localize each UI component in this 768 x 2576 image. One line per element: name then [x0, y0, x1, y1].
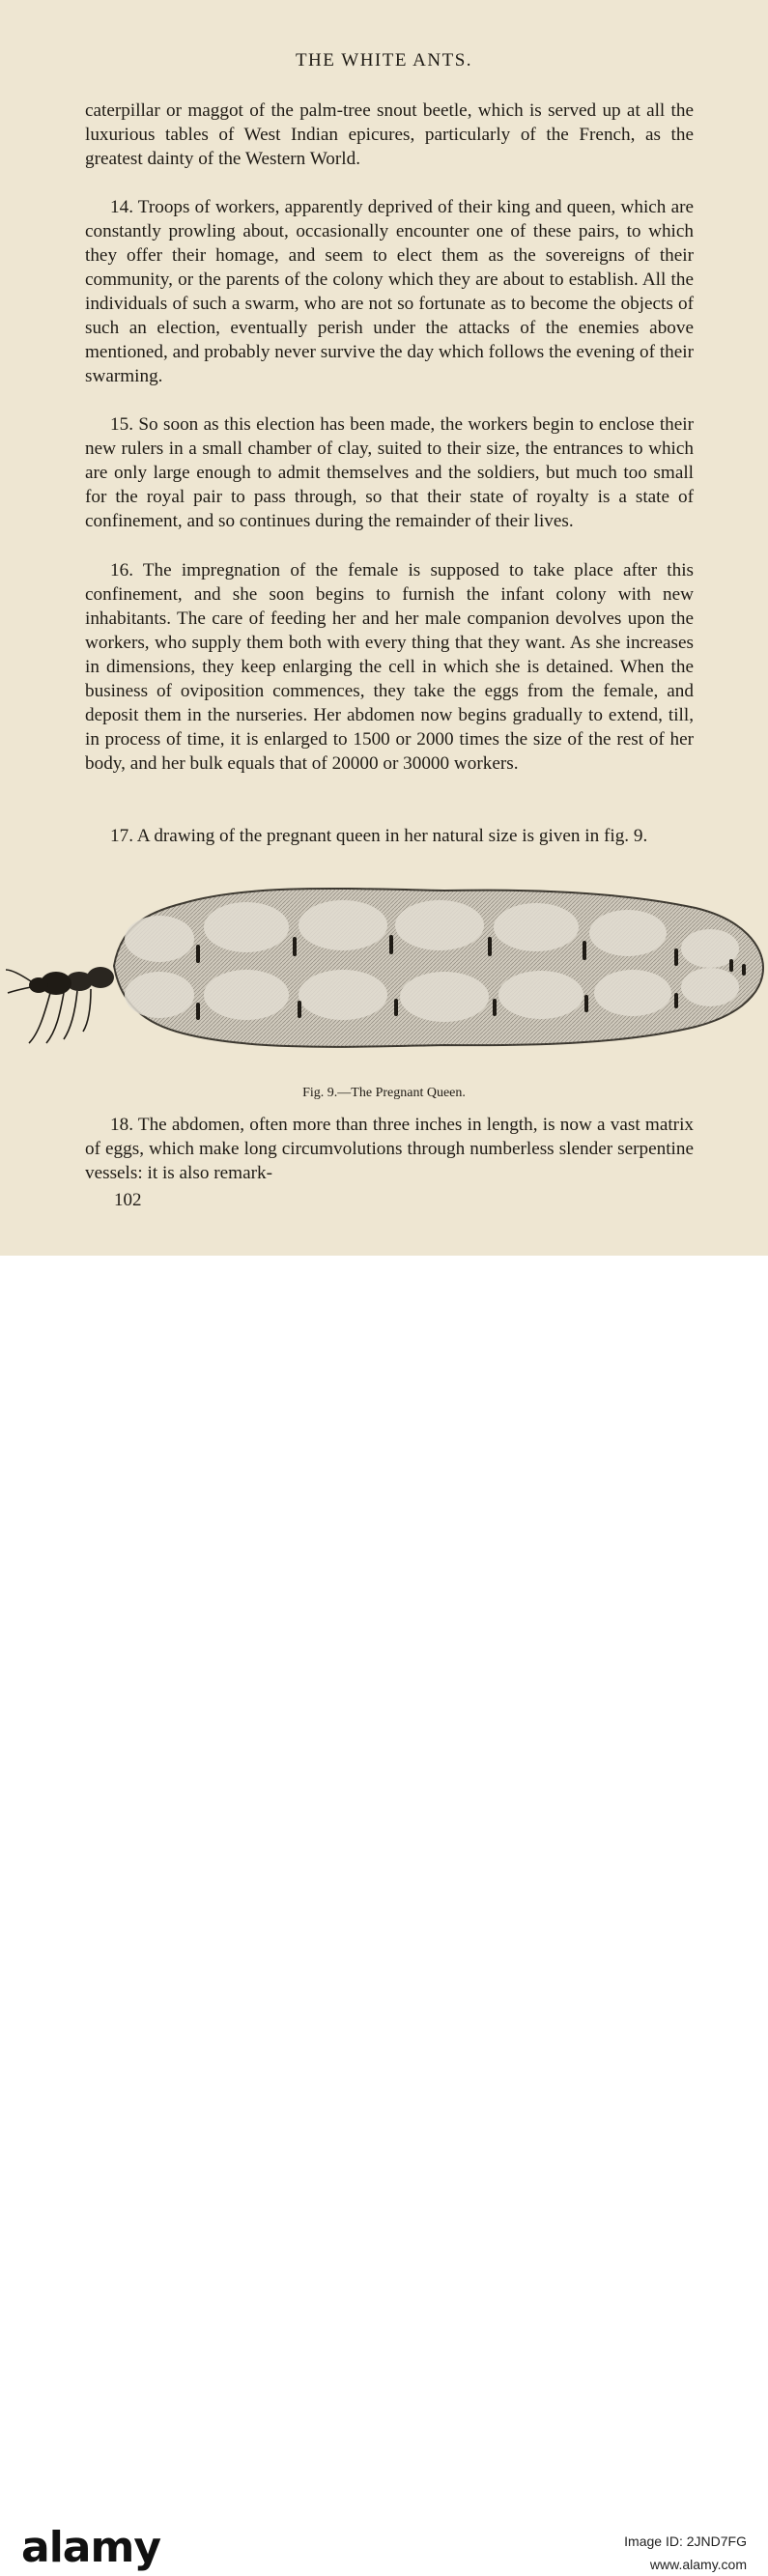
alamy-logo: alamy [21, 2523, 160, 2572]
figure-caption: Fig. 9.—The Pregnant Queen. [302, 1086, 466, 1100]
paragraph-14: 14. Troops of workers, apparently deprived of their king and queen, which are constantly prowling about, occasionally encounter one of these pairs, to which they offer their homage, and seem to elect them as the sovereigns of their community, or the parents of the colony which they are about to establish. All the individuals of such a swarm, who are not so fortunate as to become the objects of such an election, eventually perish under the attacks of the enemies above mentioned, and probably never survive the day which follows the evening of their swarming. [85, 197, 694, 386]
page-number: 102 [114, 1190, 142, 1210]
site-link[interactable]: www.alamy.com [649, 2557, 747, 2572]
book-page [0, 0, 768, 1256]
paragraph-13-continuation: caterpillar or maggot of the palm-tree snout beetle, which is served up at all the luxurious tables of West Indian epicures, particularly of the French, as the greatest dainty of the Western World. [85, 100, 694, 169]
pregnant-queen-termite-illustration [0, 869, 768, 1062]
paragraph-16: 16. The impregnation of the female is supposed to take place after this confinement, and she soon begins to furnish the infant colony with new inhabitants. The care of feeding her and her male companion devolves upon the workers, who supply them both with every thing that they want. As she increases in dimensions, they keep enlarging the cell in which she is detained. When the business of oviposition commences, they take the eggs from the female, and deposit them in the nurseries. Her abdomen now begins gradually to extend, till, in process of time, it is enlarged to 1500 or 2000 times the size of the rest of her body, and her bulk equals that of 20000 or 30000 workers. [85, 560, 694, 774]
running-head: THE WHITE ANTS. [295, 50, 473, 71]
stock-info [624, 2530, 747, 2576]
paragraph-18: 18. The abdomen, often more than three inches in length, is now a vast matrix of eggs, which make long circumvolutions through numberless slender serpentine vessels: it is also remark- [85, 1115, 694, 1183]
image-id: Image ID: 2JND7FG [624, 2534, 747, 2549]
queen-head-thorax [6, 967, 114, 1043]
abdomen [114, 889, 763, 1047]
paragraph-17: 17. A drawing of the pregnant queen in her natural size is given in fig. 9. [110, 826, 648, 846]
figure-9 [0, 869, 768, 1062]
paragraph-15: 15. So soon as this election has been made, the workers begin to enclose their new rulers in a small chamber of clay, suited to their size, the entrances to which are only large enough to admit themselves and the soldiers, but much too small for the royal pair to pass through, so that their state of royalty is a state of confinement, and so continues during the remainder of their lives. [85, 414, 694, 531]
watermark-bar [0, 1256, 768, 2572]
